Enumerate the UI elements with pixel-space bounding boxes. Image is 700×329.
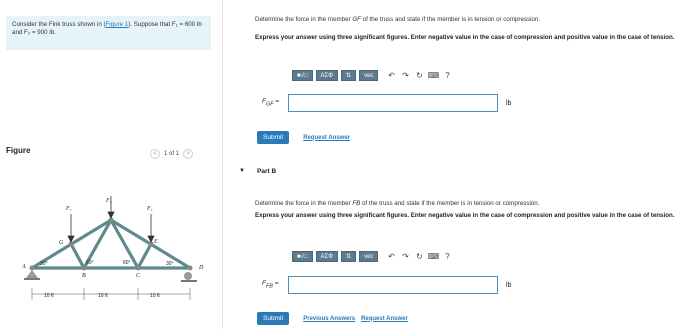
undo-icon[interactable]: ↶	[388, 252, 395, 261]
part-a-answer-label	[262, 98, 288, 107]
part-b-label-f: F	[262, 280, 266, 288]
label-g: G	[59, 240, 64, 246]
figure-link[interactable]: Figure 1	[105, 21, 129, 28]
next-figure-button[interactable]: >	[183, 149, 193, 159]
prev-figure-button[interactable]: <	[150, 149, 160, 159]
dim-1: 10 ft	[44, 293, 54, 299]
part-b-toolbar	[292, 250, 454, 263]
angle-30-left: 30°	[40, 261, 48, 267]
part-a-question-pre: Determine the force in the member	[255, 16, 353, 23]
part-b-label-sub: FB	[265, 283, 273, 290]
redo-icon[interactable]: ↷	[402, 252, 409, 261]
label-e: E	[154, 239, 158, 245]
vec-button[interactable]: vec	[359, 70, 378, 81]
part-a-label-eq: =	[273, 98, 280, 106]
reset-icon[interactable]: ↻	[416, 252, 423, 261]
greek-button[interactable]: AΣΦ	[316, 251, 339, 262]
templates-button[interactable]: ■√□	[292, 70, 313, 81]
undo-icon[interactable]: ↶	[388, 71, 395, 80]
reset-icon[interactable]: ↻	[416, 71, 423, 80]
part-b-unit: lb	[506, 281, 512, 289]
help-icon[interactable]: ?	[445, 252, 450, 261]
label-a: A	[22, 264, 26, 270]
part-b-member: FB	[352, 200, 361, 207]
part-a-instruction: Express your answer using three significant figures. Enter negative value in the case of compression and positive value in the case of tension.	[255, 34, 675, 41]
pager-text: 1 of 1	[164, 151, 180, 157]
truss-diagram	[20, 196, 215, 308]
part-b-label-eq: =	[272, 280, 279, 288]
help-icon[interactable]: ?	[445, 71, 450, 80]
part-a-member: GF	[352, 16, 361, 23]
part-b-request-answer[interactable]: Request Answer	[361, 315, 408, 322]
part-a-label-sub: GF	[265, 101, 274, 108]
dim-2: 10 ft	[98, 293, 108, 299]
part-b-answer-label	[262, 280, 288, 289]
dim-3: 10 ft	[150, 293, 160, 299]
part-b-answer-input[interactable]	[288, 276, 498, 294]
panel-divider	[222, 0, 223, 329]
label-f2: F₂	[106, 198, 112, 204]
angle-30-right: 30°	[166, 261, 174, 267]
keyboard-icon[interactable]: ⌨	[427, 252, 440, 261]
part-a-unit: lb	[506, 99, 512, 107]
arrows-button[interactable]: ⇅	[341, 251, 356, 262]
vec-button[interactable]: vec	[359, 251, 378, 262]
label-b: B	[82, 273, 86, 279]
part-b-answer-row	[262, 276, 511, 294]
problem-text: Consider the Fink truss shown in (	[12, 21, 106, 28]
part-b-actions	[257, 312, 408, 325]
part-a-label-f: F	[262, 98, 266, 106]
templates-button[interactable]: ■√□	[292, 251, 313, 262]
part-b-collapse-icon[interactable]: ▼	[239, 168, 245, 174]
part-a-question	[255, 16, 685, 24]
problem-statement	[6, 16, 211, 50]
part-b-title: Part B	[257, 168, 277, 175]
label-c: C	[136, 273, 141, 279]
part-b-question	[255, 200, 685, 208]
redo-icon[interactable]: ↷	[402, 71, 409, 80]
figure-title: Figure	[6, 146, 31, 155]
part-b-previous-answers[interactable]: Previous Answers	[303, 315, 356, 322]
greek-button[interactable]: AΣΦ	[316, 70, 339, 81]
figure-pager	[150, 149, 193, 159]
part-a-submit-button[interactable]: Submit	[257, 131, 289, 144]
part-b-submit-button[interactable]: Submit	[257, 312, 289, 325]
part-a-toolbar	[292, 69, 454, 82]
label-f1-left: F₁	[66, 206, 72, 212]
angle-60-right: 60°	[123, 260, 131, 266]
label-d: D	[199, 265, 204, 271]
arrows-button[interactable]: ⇅	[341, 70, 356, 81]
label-f1-right: F₁	[147, 206, 153, 212]
problem-text-end: ). Suppose that F₁ = 600 lb and F₂ = 900 lb.	[12, 21, 202, 36]
part-b-instruction: Express your answer using three significant figures. Enter negative value in the case of compression and positive value in the case of tension.	[255, 212, 675, 219]
part-a-question-post: of the truss and state if the member is in tension or compression.	[360, 16, 541, 23]
part-a-actions	[257, 131, 350, 144]
keyboard-icon[interactable]: ⌨	[427, 71, 440, 80]
angle-60-left: 60°	[86, 260, 94, 266]
part-a-answer-input[interactable]	[288, 94, 498, 112]
part-b-question-pre: Determine the force in the member	[255, 200, 353, 207]
part-a-request-answer[interactable]: Request Answer	[303, 134, 351, 141]
part-a-answer-row	[262, 94, 511, 112]
part-b-question-post: of the truss and state if the member is in tension or compression.	[360, 200, 540, 207]
